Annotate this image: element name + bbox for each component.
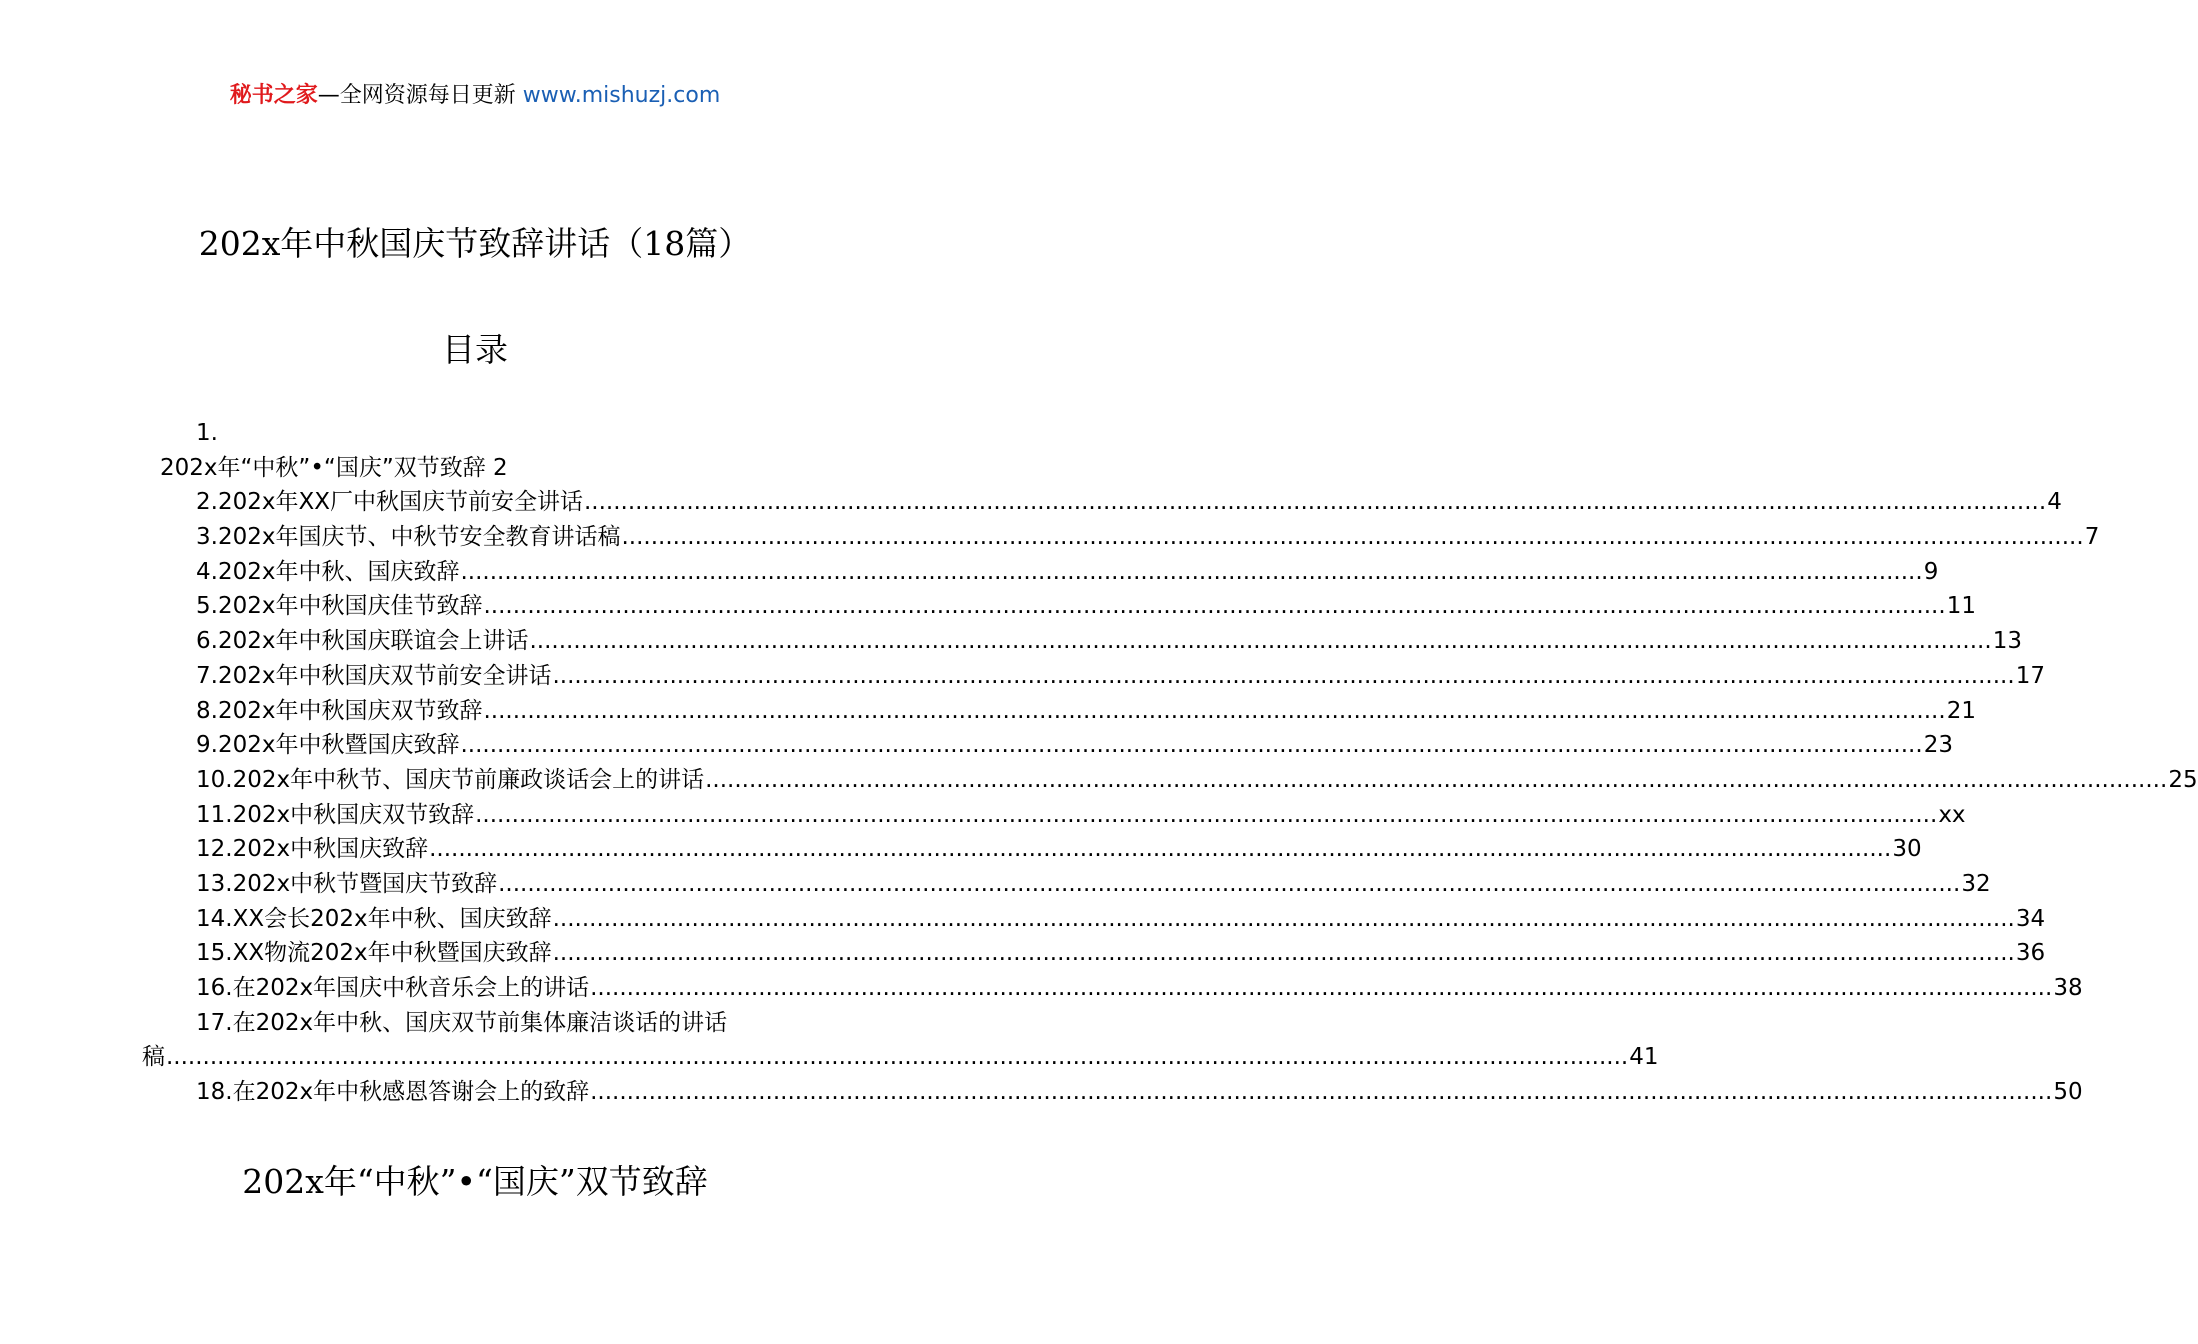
toc-item-page: 36 — [2015, 940, 2046, 967]
toc-line — [0, 694, 1976, 729]
toc-item[interactable] — [196, 832, 1922, 867]
toc-item-title: 16.在202x年国庆中秋音乐会上的讲话 — [196, 975, 590, 1001]
toc-item-page: xx — [1938, 801, 1966, 828]
toc-line — [0, 451, 950, 486]
toc-item[interactable] — [196, 485, 2062, 520]
toc-item-page: 7 — [2084, 524, 2100, 551]
toc-item[interactable] — [196, 728, 1953, 763]
toc-item-page: 50 — [2053, 1079, 2083, 1106]
toc-item[interactable] — [196, 798, 1966, 833]
toc-item-page: 11 — [1946, 593, 1976, 620]
toc-leader-dots: ........................................................................................................................................................................................................ — [552, 662, 2015, 689]
toc-item-page: 30 — [1892, 836, 1922, 863]
site-header — [0, 80, 950, 112]
toc-line — [0, 659, 2045, 694]
toc-item-title: 4.202x年中秋、国庆致辞 — [196, 558, 460, 585]
toc-leader-dots: ........................................................................................................................................................................................................ — [583, 489, 2047, 516]
toc-line — [0, 485, 2062, 520]
toc-item-number[interactable]: 1. — [196, 420, 218, 446]
toc-item-title: 8.202x年中秋国庆双节致辞 — [196, 697, 483, 724]
toc-item-page: 32 — [1961, 870, 1991, 897]
toc-heading: 目录 — [442, 330, 508, 369]
toc-item-title: 稿 — [142, 1044, 165, 1071]
toc-leader-dots: ........................................................................................................................................................................................................ — [460, 558, 1923, 585]
toc-item[interactable] — [196, 902, 2046, 937]
toc-item[interactable] — [196, 763, 2198, 798]
toc-item[interactable] — [160, 451, 770, 486]
toc-item-title: 15.XX物流202x年中秋暨国庆致辞 — [196, 940, 552, 967]
toc-item-page: 17 — [2015, 662, 2045, 689]
toc-item-title: 12.202x中秋国庆致辞 — [196, 836, 429, 863]
toc-item-title: 5.202x年中秋国庆佳节致辞 — [196, 593, 483, 620]
toc-line — [0, 936, 2046, 971]
toc-item-title: 13.202x中秋节暨国庆节致辞 — [196, 870, 498, 897]
toc-leader-dots: ........................................................................................................................................................................................................ — [483, 697, 1946, 724]
toc-line — [0, 763, 2198, 798]
toc-item-page: 21 — [1946, 697, 1976, 724]
table-of-contents — [0, 416, 2198, 1110]
toc-line — [0, 520, 2100, 555]
toc-item-page: 34 — [2015, 905, 2046, 932]
toc-item[interactable] — [196, 936, 2046, 971]
toc-line — [0, 728, 1953, 763]
toc-line — [0, 902, 2046, 937]
toc-item[interactable] — [196, 694, 1976, 729]
site-tagline: —全网资源每日更新 — [317, 83, 516, 108]
toc-line — [0, 416, 950, 451]
toc-item-title: 14.XX会长202x年中秋、国庆致辞 — [196, 905, 552, 932]
toc-line — [0, 555, 1939, 590]
toc-item-page: 4 — [2047, 489, 2062, 516]
toc-leader-dots: ........................................................................................................................................................................................................ — [166, 1044, 1629, 1071]
toc-item[interactable] — [196, 1006, 806, 1041]
toc-item[interactable] — [142, 1040, 1659, 1075]
toc-leader-dots: ........................................................................................................................................................................................................ — [429, 836, 1892, 863]
toc-item[interactable] — [196, 624, 2022, 659]
toc-item-page: 38 — [2053, 975, 2083, 1001]
toc-item-title: 3.202x年国庆节、中秋节安全教育讲话稿 — [196, 524, 621, 551]
toc-leader-dots: ........................................................................................................................................................................................................ — [460, 732, 1923, 759]
site-brand: 秘书之家 — [229, 83, 318, 108]
toc-item-page: 41 — [1629, 1044, 1659, 1071]
toc-leader-dots: ........................................................................................................................................................................................................ — [529, 628, 1992, 655]
toc-line — [0, 867, 1991, 902]
toc-line — [0, 1040, 1659, 1075]
toc-leader-dots: ........................................................................................................................................................................................................ — [590, 1079, 2053, 1106]
toc-item[interactable] — [196, 520, 2100, 555]
toc-line — [0, 624, 2022, 659]
toc-item[interactable] — [196, 555, 1939, 590]
toc-item-title: 6.202x年中秋国庆联谊会上讲话 — [196, 628, 529, 655]
toc-item[interactable] — [196, 1075, 2083, 1110]
section-title: 202x年“中秋”•“国庆”双节致辞 — [242, 1162, 708, 1201]
toc-leader-dots: ........................................................................................................................................................................................................ — [498, 870, 1961, 897]
toc-leader-dots: ........................................................................................................................................................................................................ — [552, 940, 2015, 967]
toc-item[interactable] — [196, 659, 2045, 694]
toc-item-page: 23 — [1923, 732, 1953, 759]
toc-item-title: 9.202x年中秋暨国庆致辞 — [196, 732, 460, 759]
toc-item-page: 9 — [1923, 558, 1939, 585]
toc-item[interactable] — [196, 867, 1991, 902]
toc-item[interactable] — [196, 589, 1976, 624]
toc-line — [0, 798, 1966, 833]
toc-leader-dots: ........................................................................................................................................................................................................ — [475, 801, 1938, 828]
site-url-link[interactable]: www.mishuzj.com — [522, 83, 721, 108]
toc-item[interactable] — [196, 971, 2083, 1006]
toc-line — [0, 971, 2083, 1006]
toc-item-title: 10.202x年中秋节、国庆节前廉政谈话会上的讲话 — [196, 766, 705, 793]
toc-item-title: 7.202x年中秋国庆双节前安全讲话 — [196, 662, 552, 689]
toc-item-title: 11.202x中秋国庆双节致辞 — [196, 801, 475, 828]
toc-leader-dots: ........................................................................................................................................................................................................ — [590, 975, 2053, 1001]
toc-line — [0, 1075, 2083, 1110]
toc-item-title: 202x年“中秋”•“国庆”双节致辞 2 — [160, 454, 508, 481]
document-title: 202x年中秋国庆节致辞讲话（18篇） — [198, 224, 752, 263]
toc-item-title: 2.202x年XX厂中秋国庆节前安全讲话 — [196, 489, 583, 516]
toc-item-title: 17.在202x年中秋、国庆双节前集体廉洁谈话的讲话 — [196, 1009, 728, 1036]
toc-line — [0, 1006, 950, 1041]
toc-line — [0, 589, 1976, 624]
toc-line — [0, 832, 1922, 867]
toc-leader-dots: ........................................................................................................................................................................................................ — [483, 593, 1946, 620]
toc-item-title: 18.在202x年中秋感恩答谢会上的致辞 — [196, 1079, 590, 1106]
toc-item-page: 13 — [1992, 628, 2022, 655]
toc-leader-dots: ........................................................................................................................................................................................................ — [621, 524, 2084, 551]
toc-leader-dots: ........................................................................................................................................................................................................ — [705, 766, 2168, 793]
toc-leader-dots: ........................................................................................................................................................................................................ — [552, 905, 2015, 932]
toc-item-page: 25 — [2168, 766, 2198, 793]
